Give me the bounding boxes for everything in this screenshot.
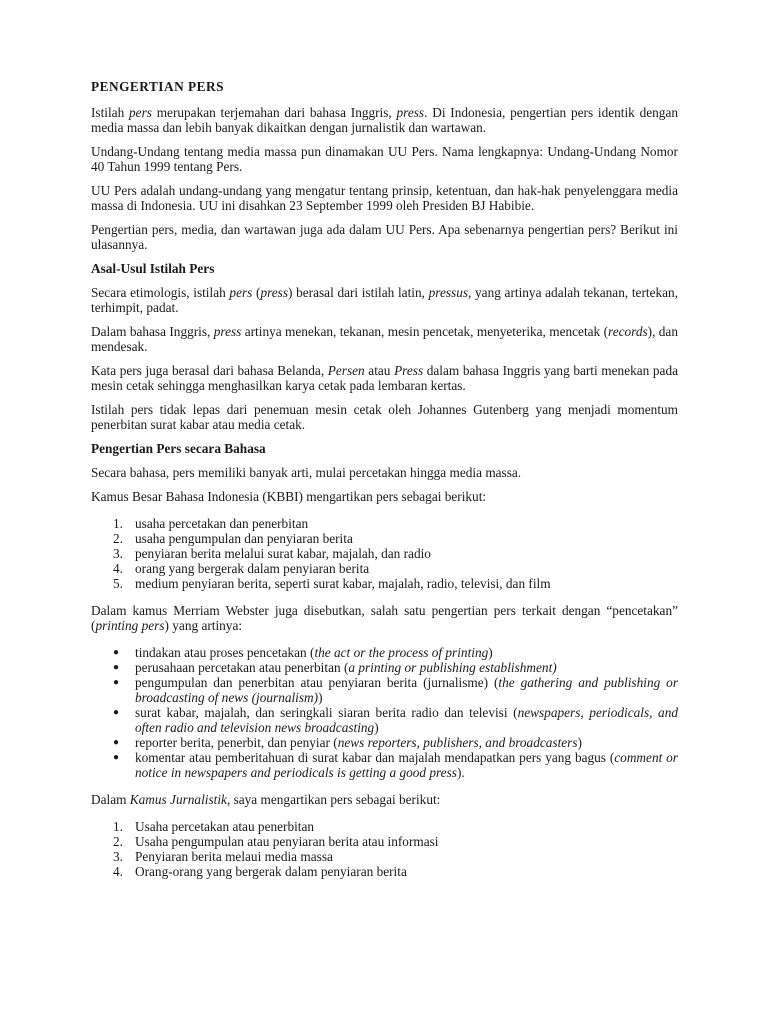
body-paragraph: Kamus Besar Bahasa Indonesia (KBBI) mengartikan pers sebagai berikut:: [91, 489, 487, 504]
list-number: 5.: [113, 576, 123, 591]
intro-section: [91, 105, 678, 252]
jurnalistik-list: [91, 819, 678, 879]
list-item-text: Usaha pengumpulan atau penyiaran berita atau informasi: [135, 834, 439, 849]
list-item-text: Usaha percetakan atau penerbitan: [135, 819, 315, 834]
list-item: [91, 834, 678, 849]
list-item: [91, 576, 678, 591]
intro-paragraph: UU Pers adalah undang-undang yang mengatur tentang prinsip, ketentuan, dan hak-hak penyelenggara media massa di Indonesia. UU ini disahkan 23 September 1999 oleh Presiden BJ Habibie.: [91, 183, 678, 213]
list-item-text: orang yang bergerak dalam penyiaran berita: [135, 561, 370, 576]
list-item: [91, 531, 678, 546]
body-paragraph: Dalam Kamus Jurnalistik, saya mengartikan pers sebagai berikut:: [91, 792, 441, 807]
bullet-item-text: pengumpulan dan penerbitan atau penyiaran berita (jurnalisme) (the gathering and publishing or broadcasting of news (journalism)): [135, 675, 678, 705]
list-number: 4.: [113, 864, 123, 879]
bullet-item-text: komentar atau pemberitahuan di surat kabar dan majalah mendapatkan pers yang bagus (comment or notice in newspapers and periodicals is getting a good press).: [135, 750, 678, 780]
bullet-icon: ●: [113, 752, 120, 763]
list-item: [91, 546, 678, 561]
bullet-item: [91, 660, 678, 675]
italic-term: Persen: [327, 363, 365, 378]
italic-term: newspapers, periodicals, and often radio and television news broadcasting: [135, 705, 678, 735]
list-number: 1.: [113, 819, 123, 834]
section-heading-bahasa: Pengertian Pers secara Bahasa: [91, 441, 266, 456]
list-item-text: Orang-orang yang bergerak dalam penyiaran berita: [135, 864, 407, 879]
bullet-item-text: surat kabar, majalah, dan seringkali siaran berita radio dan televisi (newspapers, periodicals, and often radio and television news broadcasting): [135, 705, 678, 735]
italic-term: Kamus Jurnalistik: [129, 792, 227, 807]
body-paragraph: Dalam bahasa Inggris, press artinya menekan, tekanan, mesin pencetak, menyeterika, mencetak (records), dan mendesak.: [91, 324, 678, 354]
bullet-item-text: perusahaan percetakan atau penerbitan (a printing or publishing establishment): [135, 660, 557, 675]
italic-term: press: [396, 105, 425, 120]
italic-term: printing pers: [95, 618, 165, 633]
kbbi-list: [91, 516, 678, 591]
list-item: [91, 516, 678, 531]
list-item: [91, 819, 678, 834]
list-number: 2.: [113, 531, 123, 546]
list-item: [91, 864, 678, 879]
bullet-item: [91, 750, 678, 780]
list-item-text: medium penyiaran berita, seperti surat kabar, majalah, radio, televisi, dan film: [135, 576, 551, 591]
list-item-text: Penyiaran berita melaui media massa: [135, 849, 333, 864]
body-paragraph: Istilah pers tidak lepas dari penemuan mesin cetak oleh Johannes Gutenberg yang menjadi momentum penerbitan surat kabar atau media cetak.: [91, 402, 678, 432]
list-number: 2.: [113, 834, 123, 849]
intro-paragraph: Pengertian pers, media, dan wartawan juga ada dalam UU Pers. Apa sebenarnya pengertian pers? Berikut ini ulasannya.: [91, 222, 678, 252]
italic-term: records: [608, 324, 648, 339]
asal-usul-section: [91, 285, 678, 432]
list-number: 3.: [113, 849, 123, 864]
list-number: 1.: [113, 516, 123, 531]
bahasa-section: [91, 465, 678, 879]
intro-paragraph: Undang-Undang tentang media massa pun dinamakan UU Pers. Nama lengkapnya: Undang-Undang Nomor 40 Tahun 1999 tentang Pers.: [91, 144, 678, 174]
body-paragraph: Dalam kamus Merriam Webster juga disebutkan, salah satu pengertian pers terkait dengan “pencetakan” (printing pers) yang artinya:: [91, 603, 678, 633]
list-item-text: penyiaran berita melalui surat kabar, majalah, dan radio: [135, 546, 431, 561]
bullet-icon: ●: [113, 707, 120, 718]
body-paragraph: Secara etimologis, istilah pers (press) berasal dari istilah latin, pressus, yang artinya adalah tekanan, tertekan, terhimpit, padat.: [91, 285, 678, 315]
italic-term: pers: [229, 285, 253, 300]
bullet-item-text: tindakan atau proses pencetakan (the act or the process of printing): [135, 645, 493, 660]
body-paragraph: Kata pers juga berasal dari bahasa Belanda, Persen atau Press dalam bahasa Inggris yang barti menekan pada mesin cetak sehingga menghasilkan karya cetak pada lembaran kertas.: [91, 363, 678, 393]
italic-term: the gathering and publishing or broadcasting of news (journalism): [135, 675, 678, 705]
list-item: [91, 849, 678, 864]
italic-term: Press: [394, 363, 424, 378]
section-heading-asal-usul: Asal-Usul Istilah Pers: [91, 261, 215, 276]
body-paragraph: Secara bahasa, pers memiliki banyak arti, mulai percetakan hingga media massa.: [91, 465, 522, 480]
italic-term: the act or the process of printing: [314, 645, 489, 660]
list-item-text: usaha percetakan dan penerbitan: [135, 516, 309, 531]
list-number: 3.: [113, 546, 123, 561]
italic-term: news reporters, publishers, and broadcasters: [337, 735, 578, 750]
bullet-icon: ●: [113, 677, 120, 688]
italic-term: pers: [129, 105, 152, 120]
bullet-icon: ●: [113, 737, 120, 748]
italic-term: comment or notice in newspapers and periodicals is getting a good press: [135, 750, 678, 780]
webster-list: [91, 645, 678, 780]
bullet-item: [91, 675, 678, 705]
list-item: [91, 561, 678, 576]
bullet-item: [91, 735, 678, 750]
bullet-icon: ●: [113, 662, 120, 673]
italic-term: pressus: [428, 285, 469, 300]
document-title: PENGERTIAN PERS: [91, 79, 225, 94]
bullet-item: [91, 645, 678, 660]
intro-paragraph: Istilah pers merupakan terjemahan dari bahasa Inggris, press. Di Indonesia, pengertian pers identik dengan media massa dan lebih banyak dikaitkan dengan jurnalistik dan wartawan.: [91, 105, 678, 135]
list-item-text: usaha pengumpulan dan penyiaran berita: [135, 531, 353, 546]
bullet-item: [91, 705, 678, 735]
bullet-icon: ●: [113, 647, 120, 658]
italic-term: press: [260, 285, 289, 300]
list-number: 4.: [113, 561, 123, 576]
italic-term: press: [213, 324, 242, 339]
italic-term: a printing or publishing establishment): [348, 660, 557, 675]
bullet-item-text: reporter berita, penerbit, dan penyiar (news reporters, publishers, and broadcasters): [135, 735, 582, 750]
